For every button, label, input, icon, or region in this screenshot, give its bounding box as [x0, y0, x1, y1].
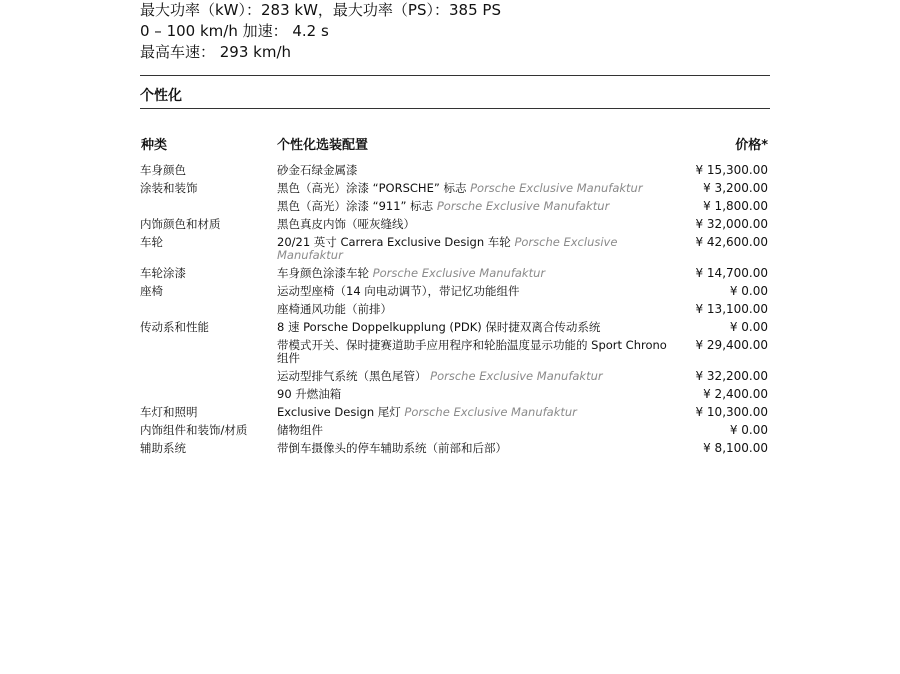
divider-bottom	[140, 108, 770, 109]
table-row	[140, 218, 770, 231]
row-option	[277, 424, 667, 437]
row-category: 车身颜色	[140, 163, 186, 177]
row-option	[277, 388, 667, 401]
row-option	[277, 182, 667, 195]
row-category: 传动系和性能	[140, 320, 209, 334]
row-option-text: 黑色（高光）涂漆 “911” 标志	[277, 199, 434, 213]
table-row	[140, 370, 770, 383]
row-option-note: Porsche Exclusive Manufaktur	[372, 266, 546, 280]
row-price: ¥ 29,400.00	[695, 338, 768, 352]
row-option-note: Porsche Exclusive Manufaktur	[470, 181, 643, 195]
row-option	[277, 164, 667, 177]
spec-acceleration: 0 – 100 km/h 加速： 4.2 s	[140, 22, 329, 40]
table-row	[140, 164, 770, 177]
row-price: ¥ 3,200.00	[703, 181, 768, 195]
row-price: ¥ 2,400.00	[703, 387, 768, 401]
row-option	[277, 442, 667, 455]
row-option-note: Porsche Exclusive Manufaktur	[436, 199, 610, 213]
row-option-text: 黑色（高光）涂漆 “PORSCHE” 标志	[277, 181, 467, 195]
spec-top-speed: 最高车速： 293 km/h	[140, 43, 292, 61]
row-option-note: Porsche Exclusive Manufaktur	[404, 405, 577, 419]
row-option-text: 带模式开关、保时捷赛道助手应用程序和轮胎温度显示功能的 Sport Chrono 组件	[277, 338, 667, 365]
row-option-text: 运动型排气系统（黑色尾管）	[277, 369, 427, 383]
table-row	[140, 267, 770, 280]
table-row	[140, 303, 770, 316]
row-option-text: 储物组件	[277, 423, 323, 437]
header-price: 价格*	[735, 138, 768, 153]
table-row	[140, 388, 770, 401]
row-category: 车轮	[140, 235, 163, 249]
table-row	[140, 182, 770, 195]
row-option	[277, 218, 667, 231]
row-price: ¥ 8,100.00	[703, 441, 768, 455]
row-option-note: Porsche Exclusive Manufaktur	[430, 369, 603, 383]
row-option-text: 砂金石绿金属漆	[277, 163, 358, 177]
table-row	[140, 406, 770, 419]
row-option-text: 黑色真皮内饰（哑灰缝线）	[277, 217, 415, 231]
spec-power: 最大功率（kW）：283 kW，最大功率（PS）：385 PS	[140, 1, 501, 19]
row-option-text: Exclusive Design 尾灯	[277, 405, 401, 419]
spec-block	[140, 0, 501, 63]
row-option-text: 90 升燃油箱	[277, 387, 342, 401]
table-row	[140, 285, 770, 298]
row-category: 车灯和照明	[140, 405, 198, 419]
row-option-text: 8 速 Porsche Doppelkupplung (PDK) 保时捷双离合传动系统	[277, 320, 601, 334]
row-option-text: 20/21 英寸 Carrera Exclusive Design 车轮	[277, 235, 511, 249]
row-category: 辅助系统	[140, 441, 186, 455]
row-option	[277, 267, 667, 280]
options-table	[140, 164, 770, 455]
row-option	[277, 236, 667, 262]
row-category: 车轮涂漆	[140, 266, 186, 280]
row-price: ¥ 32,200.00	[695, 369, 768, 383]
table-row	[140, 339, 770, 365]
table-row	[140, 424, 770, 437]
row-category: 内饰组件和装饰/材质	[140, 423, 248, 437]
row-option	[277, 285, 667, 298]
table-row	[140, 236, 770, 262]
row-price: ¥ 0.00	[729, 320, 768, 334]
row-category: 内饰颜色和材质	[140, 217, 221, 231]
row-category: 涂装和装饰	[140, 181, 198, 195]
row-price: ¥ 42,600.00	[695, 235, 768, 249]
row-option	[277, 339, 667, 365]
row-option	[277, 200, 667, 213]
header-option: 个性化选装配置	[277, 138, 369, 153]
table-row	[140, 442, 770, 455]
divider-top	[140, 75, 770, 76]
table-row	[140, 200, 770, 213]
row-category: 座椅	[140, 284, 163, 298]
row-option-text: 运动型座椅（14 向电动调节），带记忆功能组件	[277, 284, 520, 298]
row-price: ¥ 14,700.00	[695, 266, 768, 280]
row-option	[277, 406, 667, 419]
row-price: ¥ 0.00	[729, 423, 768, 437]
row-price: ¥ 13,100.00	[695, 302, 768, 316]
row-option-text: 带倒车摄像头的停车辅助系统（前部和后部）	[277, 441, 507, 455]
row-option-note: Porsche Exclusive Manufaktur	[277, 235, 618, 262]
row-price: ¥ 32,000.00	[695, 217, 768, 231]
row-option	[277, 303, 667, 316]
row-option	[277, 370, 667, 383]
section-title: 个性化	[140, 88, 182, 104]
row-option	[277, 321, 667, 334]
row-option-text: 座椅通风功能（前排）	[277, 302, 392, 316]
row-price: ¥ 1,800.00	[703, 199, 768, 213]
row-price: ¥ 10,300.00	[695, 405, 768, 419]
row-price: ¥ 15,300.00	[695, 163, 768, 177]
row-price: ¥ 0.00	[729, 284, 768, 298]
header-category: 种类	[141, 138, 168, 153]
row-option-text: 车身颜色涂漆车轮	[277, 266, 369, 280]
table-row	[140, 321, 770, 334]
